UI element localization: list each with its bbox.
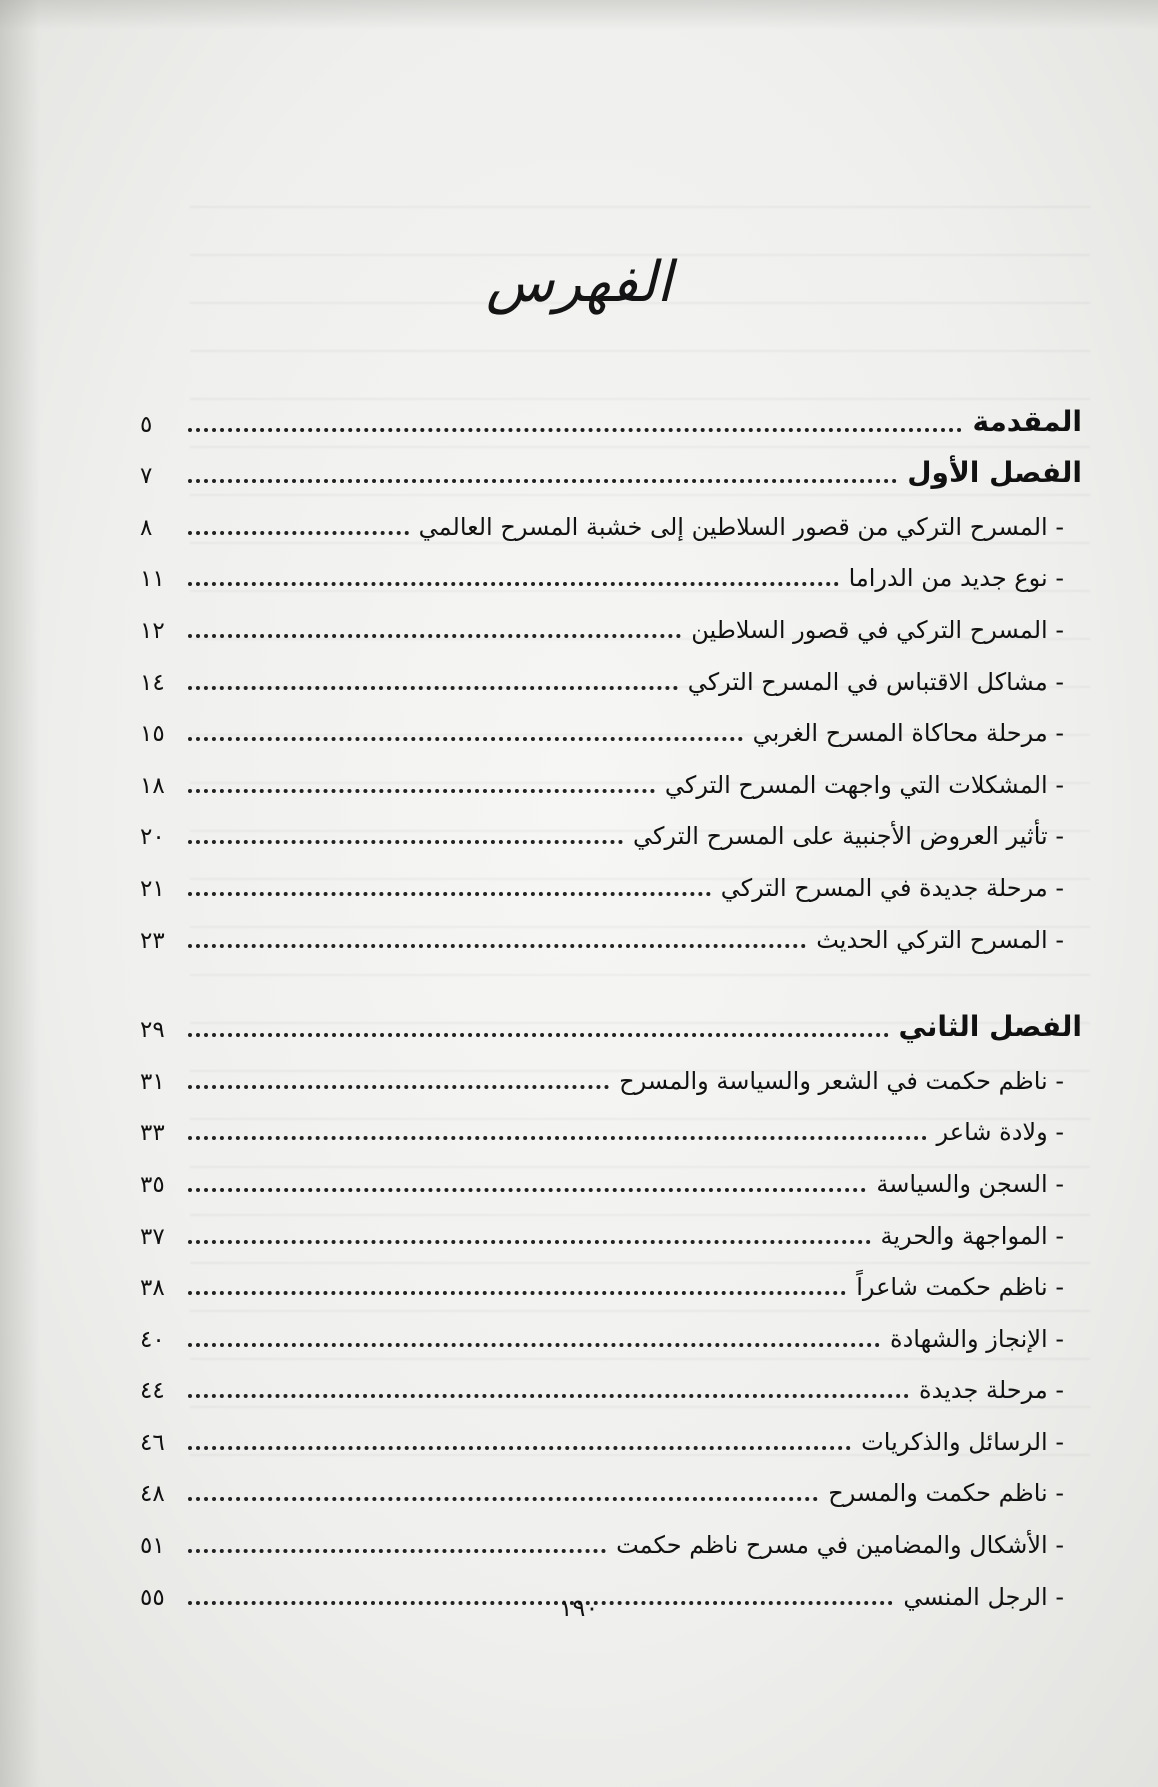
toc-leader-dots — [188, 1446, 851, 1450]
toc-entry-page: ٢١ — [140, 875, 165, 902]
toc-leader-dots — [188, 789, 655, 793]
toc-entry-label: - المواجهة والحرية — [880, 1221, 1064, 1250]
page-title: الفهرس — [485, 250, 673, 315]
toc-entry — [140, 493, 1090, 545]
toc-entry-label: - السجن والسياسة — [876, 1169, 1064, 1198]
toc-entry-page: ٤٤ — [140, 1378, 165, 1405]
toc-leader-dots — [188, 1497, 818, 1501]
toc-entry — [140, 1305, 1090, 1357]
toc-entry — [140, 1150, 1090, 1202]
toc-entry — [140, 854, 1090, 906]
toc-entry-label: - المسرح التركي الحديث — [816, 925, 1064, 954]
toc-entry-label: الفصل الأول — [907, 456, 1082, 490]
toc-entry-label: - المسرح التركي من قصور السلاطين إلى خشبة المسرح العالمي — [418, 512, 1064, 541]
toc-entry — [140, 1254, 1090, 1306]
toc-entry — [140, 1460, 1090, 1512]
toc-entry-page: ١٢ — [140, 617, 165, 644]
toc-leader-dots — [188, 1240, 871, 1244]
table-of-contents — [140, 390, 1090, 1615]
toc-entry — [140, 996, 1090, 1048]
toc-entry-label: - ناظم حكمت والمسرح — [828, 1479, 1064, 1508]
toc-entry — [140, 906, 1090, 958]
toc-entry-label: - ناظم حكمت في الشعر والسياسة والمسرح — [619, 1066, 1064, 1095]
toc-entry-label: - مرحلة محاكاة المسرح الغربي — [752, 719, 1064, 748]
toc-entry-page: ٤٨ — [140, 1481, 165, 1508]
toc-leader-dots — [188, 1343, 880, 1347]
toc-leader-dots — [188, 582, 839, 586]
toc-entry — [140, 1202, 1090, 1254]
toc-leader-dots — [188, 1291, 846, 1295]
toc-entry-page: ٥٥ — [140, 1584, 165, 1611]
toc-leader-dots — [188, 1188, 866, 1192]
toc-entry-label: - مشاكل الاقتباس في المسرح التركي — [687, 667, 1064, 696]
toc-entry-page: ٣٨ — [140, 1275, 165, 1302]
toc-leader-dots — [188, 1033, 889, 1037]
page-number: ١٩٠ — [559, 1594, 599, 1622]
toc-entry-label: - ولادة شاعر — [936, 1118, 1064, 1147]
toc-entry-label: - المشكلات التي واجهت المسرح التركي — [664, 770, 1064, 799]
toc-entry — [140, 1047, 1090, 1099]
toc-entry-page: ١٨ — [140, 772, 165, 799]
toc-entry — [140, 1099, 1090, 1151]
toc-entry — [140, 1357, 1090, 1409]
toc-entry-label: - الرجل المنسي — [903, 1582, 1064, 1611]
toc-entry — [140, 545, 1090, 597]
toc-entry-page: ٤٠ — [140, 1326, 165, 1353]
toc-entry-page: ٧ — [140, 463, 153, 490]
toc-leader-dots — [188, 1394, 909, 1398]
toc-entry-label: المقدمة — [972, 404, 1082, 438]
toc-entry-page: ١٥ — [140, 721, 165, 748]
toc-entry-page: ١٤ — [140, 669, 165, 696]
toc-entry-label: - تأثير العروض الأجنبية على المسرح التركي — [633, 822, 1064, 851]
toc-entry-page: ٣٧ — [140, 1223, 165, 1250]
toc-entry-page: ٨ — [140, 514, 153, 541]
toc-leader-dots — [188, 428, 962, 432]
toc-leader-dots — [188, 737, 743, 741]
toc-entry-page: ٣٣ — [140, 1120, 165, 1147]
page-top-shadow — [0, 0, 1158, 30]
toc-entry — [140, 442, 1090, 494]
toc-entry — [140, 1511, 1090, 1563]
toc-entry-label: - ناظم حكمت شاعراً — [856, 1273, 1064, 1302]
toc-leader-dots — [188, 944, 806, 948]
toc-leader-dots — [188, 686, 678, 690]
toc-leader-dots — [188, 479, 897, 483]
toc-entry-label: الفصل الثاني — [898, 1010, 1082, 1044]
toc-entry — [140, 700, 1090, 752]
toc-entry-label: - مرحلة جديدة في المسرح التركي — [720, 873, 1064, 902]
toc-entry-label: - الرسائل والذكريات — [861, 1427, 1064, 1456]
toc-entry-label: - مرحلة جديدة — [919, 1376, 1064, 1405]
toc-entry — [140, 596, 1090, 648]
toc-entry-page: ٢٣ — [140, 927, 165, 954]
toc-entry-page: ٣٥ — [140, 1171, 165, 1198]
toc-entry-page: ٣١ — [140, 1068, 165, 1095]
toc-leader-dots — [188, 892, 711, 896]
toc-entry-label: - الأشكال والمضامين في مسرح ناظم حكمت — [616, 1531, 1064, 1560]
toc-leader-dots — [188, 1136, 927, 1140]
toc-entry — [140, 390, 1090, 442]
toc-leader-dots — [188, 634, 681, 638]
toc-entry — [140, 1408, 1090, 1460]
toc-entry-label: - نوع جديد من الدراما — [848, 564, 1064, 593]
toc-leader-dots — [188, 531, 409, 535]
toc-entry — [140, 751, 1090, 803]
toc-leader-dots — [188, 1085, 609, 1089]
toc-entry-page: ٤٦ — [140, 1429, 165, 1456]
toc-entry-page: ٢٩ — [140, 1017, 165, 1044]
toc-leader-dots — [188, 1549, 606, 1553]
toc-leader-dots — [188, 840, 623, 844]
toc-entry — [140, 803, 1090, 855]
toc-entry-label: - الإنجاز والشهادة — [890, 1324, 1064, 1353]
toc-entry-page: ١١ — [140, 566, 165, 593]
toc-entry-label: - المسرح التركي في قصور السلاطين — [691, 615, 1064, 644]
toc-entry-page: ٢٠ — [140, 824, 165, 851]
toc-entry-page: ٥ — [140, 411, 153, 438]
toc-entry — [140, 648, 1090, 700]
toc-entry-page: ٥١ — [140, 1533, 165, 1560]
